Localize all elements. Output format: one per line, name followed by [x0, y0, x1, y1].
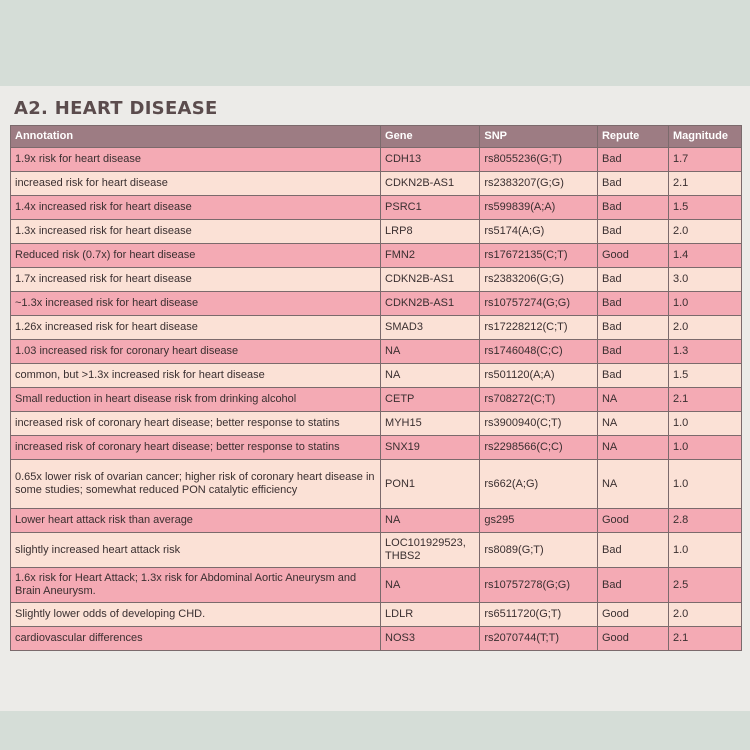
table-row: [11, 436, 742, 460]
table-row: [11, 316, 742, 340]
cell-snp: rs708272(C;T): [480, 388, 598, 412]
cell-gene: CDKN2B-AS1: [381, 172, 480, 196]
cell-gene: LOC101929523, THBS2: [381, 533, 480, 568]
header-annotation: Annotation: [11, 126, 381, 148]
table-row: [11, 148, 742, 172]
cell-snp: rs10757278(G;G): [480, 568, 598, 603]
table-row: [11, 340, 742, 364]
cell-annotation: 1.6x risk for Heart Attack; 1.3x risk for Abdominal Aortic Aneurysm and Brain Aneurysm.: [11, 568, 381, 603]
cell-annotation: ~1.3x increased risk for heart disease: [11, 292, 381, 316]
cell-repute: Good: [597, 244, 668, 268]
cell-annotation: Slightly lower odds of developing CHD.: [11, 603, 381, 627]
table-row: [11, 364, 742, 388]
cell-annotation: 1.3x increased risk for heart disease: [11, 220, 381, 244]
cell-repute: Bad: [597, 148, 668, 172]
cell-annotation: 0.65x lower risk of ovarian cancer; higher risk of coronary heart disease in some studies; somewhat reduced PON catalytic efficiency: [11, 460, 381, 509]
section-title: A2. HEART DISEASE: [14, 98, 218, 119]
cell-repute: NA: [597, 412, 668, 436]
cell-magnitude: 2.1: [668, 627, 741, 651]
cell-gene: LDLR: [381, 603, 480, 627]
cell-repute: Bad: [597, 316, 668, 340]
cell-annotation: Lower heart attack risk than average: [11, 509, 381, 533]
cell-snp: rs2383207(G;G): [480, 172, 598, 196]
cell-snp: rs8089(G;T): [480, 533, 598, 568]
cell-gene: CDH13: [381, 148, 480, 172]
cell-annotation: cardiovascular differences: [11, 627, 381, 651]
cell-repute: Bad: [597, 292, 668, 316]
header-snp: SNP: [480, 126, 598, 148]
cell-gene: NOS3: [381, 627, 480, 651]
cell-gene: LRP8: [381, 220, 480, 244]
header-repute: Repute: [597, 126, 668, 148]
cell-magnitude: 1.7: [668, 148, 741, 172]
cell-gene: CDKN2B-AS1: [381, 292, 480, 316]
cell-repute: Bad: [597, 196, 668, 220]
cell-magnitude: 1.0: [668, 533, 741, 568]
cell-snp: rs10757274(G;G): [480, 292, 598, 316]
cell-gene: PSRC1: [381, 196, 480, 220]
cell-repute: Bad: [597, 172, 668, 196]
cell-snp: gs295: [480, 509, 598, 533]
cell-repute: Good: [597, 509, 668, 533]
table-row: [11, 460, 742, 509]
cell-repute: Good: [597, 603, 668, 627]
cell-annotation: 1.26x increased risk for heart disease: [11, 316, 381, 340]
table-row: [11, 603, 742, 627]
cell-annotation: slightly increased heart attack risk: [11, 533, 381, 568]
table-row: [11, 533, 742, 568]
cell-annotation: 1.9x risk for heart disease: [11, 148, 381, 172]
cell-magnitude: 3.0: [668, 268, 741, 292]
cell-gene: SNX19: [381, 436, 480, 460]
cell-gene: PON1: [381, 460, 480, 509]
table-row: [11, 568, 742, 603]
cell-repute: Bad: [597, 533, 668, 568]
cell-gene: NA: [381, 340, 480, 364]
table-row: [11, 292, 742, 316]
cell-snp: rs6511720(G;T): [480, 603, 598, 627]
cell-gene: NA: [381, 568, 480, 603]
cell-snp: rs599839(A;A): [480, 196, 598, 220]
cell-gene: CDKN2B-AS1: [381, 268, 480, 292]
cell-magnitude: 2.5: [668, 568, 741, 603]
cell-annotation: common, but >1.3x increased risk for heart disease: [11, 364, 381, 388]
table-row: [11, 268, 742, 292]
table-row: [11, 412, 742, 436]
cell-annotation: increased risk of coronary heart disease; better response to statins: [11, 412, 381, 436]
cell-annotation: increased risk of coronary heart disease; better response to statins: [11, 436, 381, 460]
cell-magnitude: 1.4: [668, 244, 741, 268]
cell-repute: NA: [597, 388, 668, 412]
cell-magnitude: 1.3: [668, 340, 741, 364]
cell-snp: rs8055236(G;T): [480, 148, 598, 172]
cell-snp: rs501120(A;A): [480, 364, 598, 388]
cell-repute: Bad: [597, 340, 668, 364]
cell-magnitude: 1.0: [668, 412, 741, 436]
cell-annotation: 1.4x increased risk for heart disease: [11, 196, 381, 220]
cell-magnitude: 1.5: [668, 196, 741, 220]
cell-snp: rs2383206(G;G): [480, 268, 598, 292]
cell-snp: rs2298566(C;C): [480, 436, 598, 460]
cell-gene: FMN2: [381, 244, 480, 268]
table-row: [11, 388, 742, 412]
table-row: [11, 627, 742, 651]
table-row: [11, 220, 742, 244]
cell-magnitude: 1.0: [668, 460, 741, 509]
cell-magnitude: 1.0: [668, 436, 741, 460]
cell-magnitude: 2.8: [668, 509, 741, 533]
cell-magnitude: 1.0: [668, 292, 741, 316]
table-row: [11, 509, 742, 533]
cell-gene: CETP: [381, 388, 480, 412]
cell-repute: Bad: [597, 364, 668, 388]
document-page: [0, 86, 750, 711]
cell-repute: Good: [597, 627, 668, 651]
cell-snp: rs2070744(T;T): [480, 627, 598, 651]
cell-snp: rs3900940(C;T): [480, 412, 598, 436]
cell-magnitude: 2.1: [668, 172, 741, 196]
cell-snp: rs1746048(C;C): [480, 340, 598, 364]
cell-annotation: 1.03 increased risk for coronary heart disease: [11, 340, 381, 364]
cell-gene: NA: [381, 509, 480, 533]
cell-snp: rs662(A;G): [480, 460, 598, 509]
table-row: [11, 244, 742, 268]
cell-repute: Bad: [597, 268, 668, 292]
cell-repute: NA: [597, 436, 668, 460]
table-header-row: [11, 126, 742, 148]
cell-repute: Bad: [597, 220, 668, 244]
cell-magnitude: 2.0: [668, 316, 741, 340]
cell-gene: SMAD3: [381, 316, 480, 340]
cell-magnitude: 2.0: [668, 603, 741, 627]
cell-annotation: Reduced risk (0.7x) for heart disease: [11, 244, 381, 268]
cell-snp: rs17672135(C;T): [480, 244, 598, 268]
heart-disease-table: [10, 125, 742, 651]
cell-snp: rs5174(A;G): [480, 220, 598, 244]
cell-magnitude: 1.5: [668, 364, 741, 388]
cell-gene: MYH15: [381, 412, 480, 436]
cell-annotation: increased risk for heart disease: [11, 172, 381, 196]
cell-magnitude: 2.0: [668, 220, 741, 244]
cell-repute: Bad: [597, 568, 668, 603]
table-row: [11, 172, 742, 196]
cell-gene: NA: [381, 364, 480, 388]
cell-annotation: 1.7x increased risk for heart disease: [11, 268, 381, 292]
header-magnitude: Magnitude: [668, 126, 741, 148]
cell-repute: NA: [597, 460, 668, 509]
cell-annotation: Small reduction in heart disease risk from drinking alcohol: [11, 388, 381, 412]
table-row: [11, 196, 742, 220]
header-gene: Gene: [381, 126, 480, 148]
cell-magnitude: 2.1: [668, 388, 741, 412]
cell-snp: rs17228212(C;T): [480, 316, 598, 340]
